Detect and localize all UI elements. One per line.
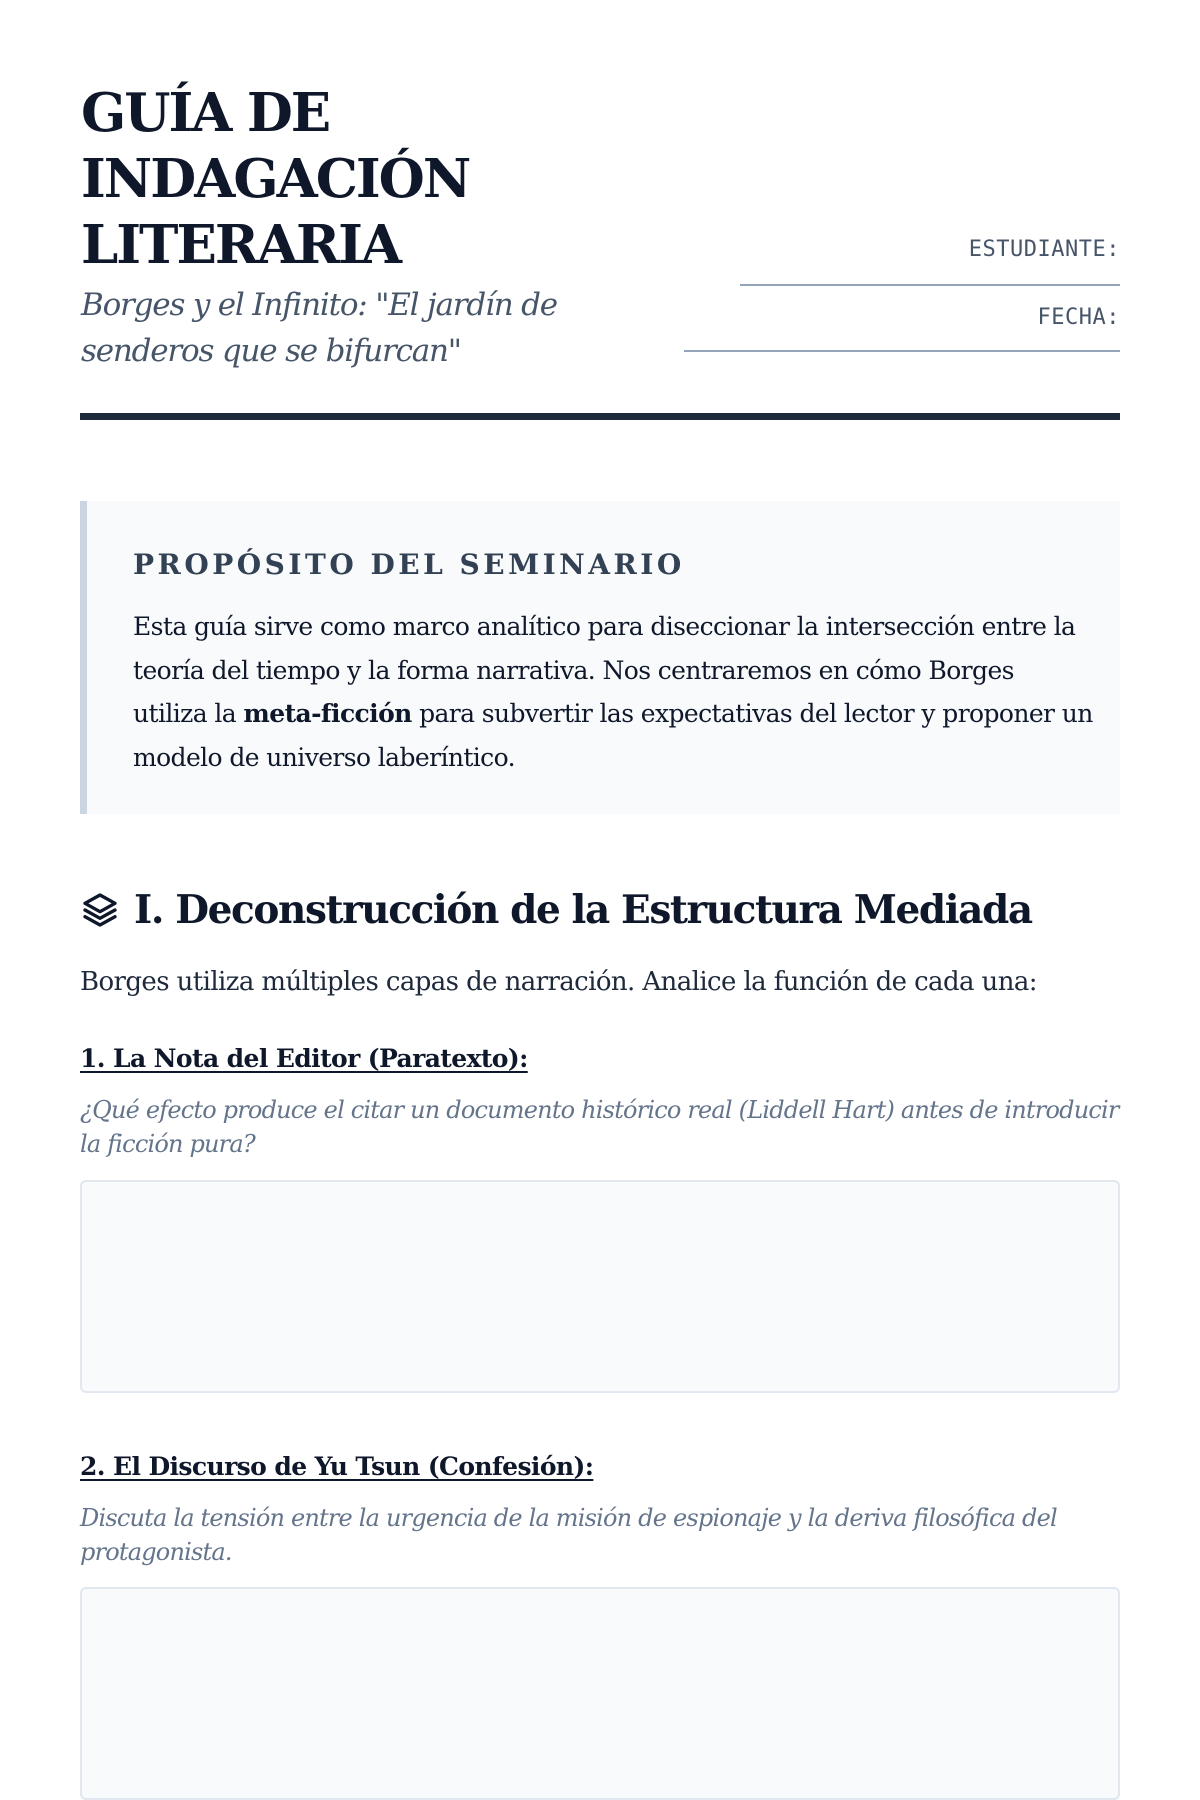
purpose-box [80, 501, 1120, 814]
page-subtitle: Borges y el Infinito: "El jardín de senderos que se bifurcan" [81, 287, 557, 369]
question-2-label: 2. El Discurso de Yu Tsun (Confesión): [80, 1452, 594, 1481]
question-2-prompt: Discuta la tensión entre la urgencia de la misión de espionaje y la deriva filosófica del protagonista. [80, 1504, 1057, 1566]
section-intro: Borges utiliza múltiples capas de narración. Analice la función de cada una: [80, 967, 1037, 997]
purpose-text-end: para subvertir las expectativas del lector y proponer un modelo de universo laberíntico. [133, 699, 1093, 772]
purpose-text-bold: meta-ficción [243, 699, 412, 728]
date-label: FECHA: [1037, 305, 1120, 330]
purpose-text-start: Esta guía sirve como marco analítico para diseccionar la intersección entre la teoría del tiempo y la forma narrativa. Nos centraremos en cómo Borges utiliza la [133, 612, 1076, 728]
date-line[interactable] [684, 350, 1120, 352]
question-1-prompt: ¿Qué efecto produce el citar un documento histórico real (Liddell Hart) antes de introducir la ficción pura? [80, 1096, 1119, 1158]
question-1-label: 1. La Nota del Editor (Paratexto): [80, 1044, 528, 1073]
layers-icon [80, 890, 120, 930]
question-1-answer[interactable] [80, 1180, 1120, 1393]
purpose-title: PROPÓSITO DEL SEMINARIO [133, 548, 685, 581]
student-name-line[interactable] [740, 284, 1120, 286]
purpose-text [133, 605, 1093, 779]
header-divider [80, 413, 1120, 420]
student-label: ESTUDIANTE: [968, 237, 1120, 262]
section-title: I. Deconstrucción de la Estructura Mediada [134, 887, 1032, 933]
section-heading [80, 880, 1032, 940]
student-meta [660, 236, 1120, 352]
page-title: GUÍA DE INDAGACIÓN LITERARIA [81, 82, 470, 276]
question-2-answer[interactable] [80, 1587, 1120, 1800]
